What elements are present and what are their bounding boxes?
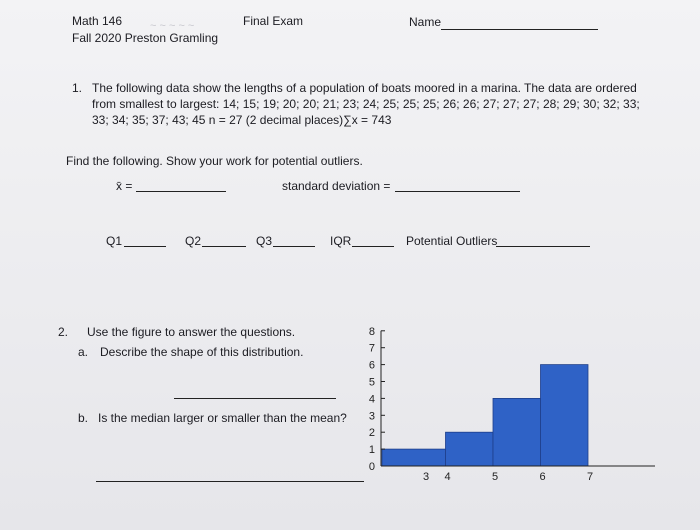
x-tick-label-4: 4 — [444, 471, 451, 483]
q2b-label: b. — [78, 411, 89, 425]
q2-number: 2. — [58, 325, 69, 339]
q2-blank[interactable] — [202, 246, 246, 247]
q2a-label: a. — [78, 345, 89, 359]
x-tick-label-3: 3 — [422, 471, 430, 483]
q2-label: Q2 — [185, 234, 202, 248]
y-tick-label-8: 8 — [368, 325, 375, 338]
x-tick-label-6: 6 — [539, 471, 546, 483]
q1-label: Q1 — [106, 234, 123, 248]
q3-label: Q3 — [256, 234, 273, 248]
name-label: Name — [409, 15, 442, 29]
iqr-blank[interactable] — [352, 246, 394, 247]
q2a-text: Describe the shape of this distribution. — [100, 345, 304, 359]
histogram-chart — [355, 318, 675, 498]
q1-text-line3: 33; 34; 35; 37; 43; 45 n = 27 (2 decimal places)∑x = 743 — [92, 113, 392, 127]
term-instructor: Fall 2020 Preston Gramling — [72, 31, 219, 45]
q1-text-line1: The following data show the lengths of a population of boats moored in a marina. The data are ordered — [92, 81, 637, 95]
histogram-bar-6 — [541, 365, 589, 466]
histogram-bar-3 — [382, 449, 446, 466]
y-tick-label-0: 0 — [368, 461, 375, 473]
mean-blank[interactable] — [136, 191, 226, 192]
q3-blank[interactable] — [273, 246, 315, 247]
exam-title: Final Exam — [243, 14, 304, 28]
y-tick-label-3: 3 — [368, 410, 375, 423]
y-tick-label-5: 5 — [368, 376, 375, 389]
q2b-text: Is the median larger or smaller than the mean? — [98, 411, 347, 425]
outliers-label: Potential Outliers — [406, 234, 498, 248]
y-tick-label-7: 7 — [368, 342, 375, 355]
y-tick-label-4: 4 — [368, 393, 375, 406]
y-tick-label-1: 1 — [368, 444, 375, 457]
sd-label: standard deviation = — [282, 179, 391, 193]
outliers-blank[interactable] — [496, 246, 590, 247]
name-blank[interactable] — [441, 29, 598, 30]
course-title: Math 146 — [72, 14, 123, 28]
histogram-bar-4 — [446, 432, 494, 466]
y-tick-label-6: 6 — [368, 359, 375, 372]
q1-text-line2: from smallest to largest: 14; 15; 19; 20; 20; 21; 23; 24; 25; 25; 25; 26; 26; 27; 27; 27; 28; 29; 30; 32; 33; — [92, 97, 640, 111]
q2b-answer-line[interactable] — [96, 481, 364, 482]
mean-label: x̄ = — [116, 179, 133, 193]
y-tick-label-2: 2 — [368, 427, 375, 440]
x-tick-label-7: 7 — [586, 471, 594, 483]
sd-blank[interactable] — [395, 191, 520, 192]
histogram-bar-5 — [493, 398, 541, 466]
q2-prompt: Use the figure to answer the questions. — [87, 325, 296, 339]
q1-instruction: Find the following. Show your work for potential outliers. — [66, 154, 363, 168]
iqr-label: IQR — [330, 234, 352, 248]
q1-blank[interactable] — [124, 246, 166, 247]
q1-number: 1. — [72, 81, 83, 95]
x-tick-label-5: 5 — [491, 471, 499, 483]
q2a-answer-line[interactable] — [174, 398, 336, 399]
bleed-through-text: ~ ~ ~ ~ ~ — [150, 20, 195, 32]
